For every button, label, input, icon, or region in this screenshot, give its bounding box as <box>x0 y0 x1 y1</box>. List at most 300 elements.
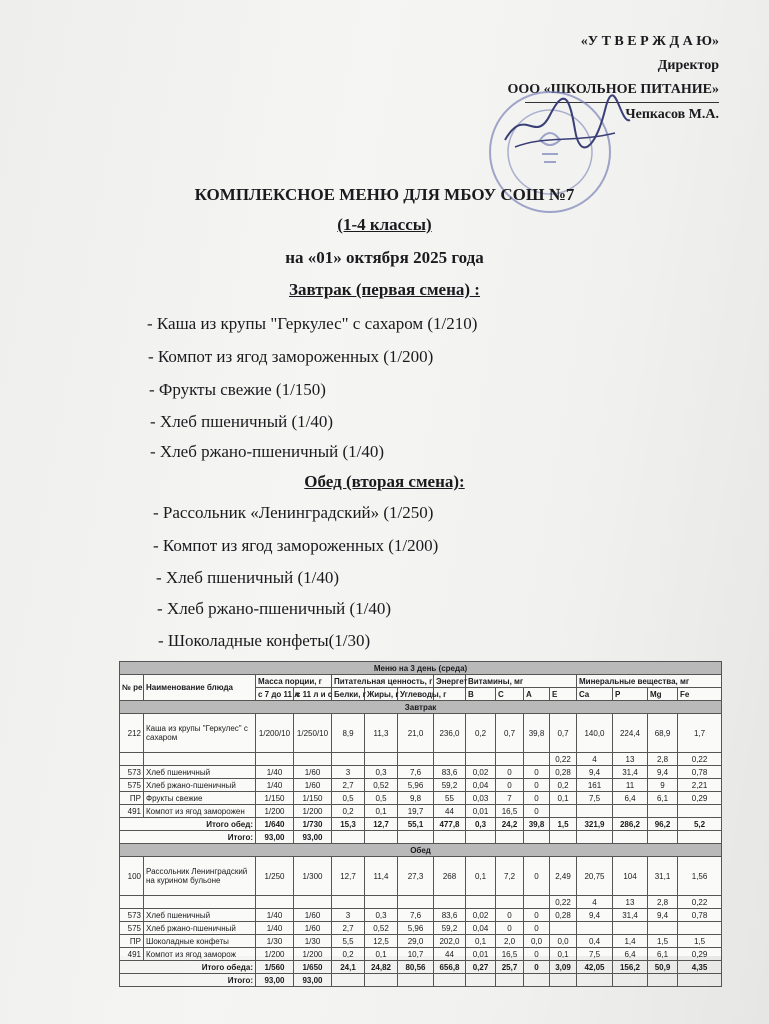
value-cell: 0,0 <box>550 935 577 948</box>
value-cell: 0,29 <box>678 792 722 805</box>
total-value-cell: 1/640 <box>256 818 294 831</box>
value-cell: 0 <box>524 766 550 779</box>
value-cell: 1/200/10 <box>256 714 294 753</box>
value-cell: 1/200 <box>256 805 294 818</box>
value-cell: 1,5 <box>648 935 678 948</box>
value-cell: 9,4 <box>648 766 678 779</box>
col-recipe-no: № ре <box>120 675 144 701</box>
total-value-cell: 321,9 <box>577 818 613 831</box>
total-value-cell: 5,2 <box>678 818 722 831</box>
recipe-no-cell: 573 <box>120 909 144 922</box>
value-cell <box>466 896 496 909</box>
value-cell: 12,7 <box>332 857 365 896</box>
value-cell: 20,75 <box>577 857 613 896</box>
menu-date: на «01» октября 2025 года <box>285 248 484 267</box>
total-label: Итого: <box>120 974 256 987</box>
value-cell <box>398 753 434 766</box>
value-cell: 3 <box>332 909 365 922</box>
value-cell: 44 <box>434 805 466 818</box>
value-cell: 16,5 <box>496 805 524 818</box>
value-cell: 1/30 <box>294 935 332 948</box>
value-cell: 0,5 <box>332 792 365 805</box>
value-cell: 9,4 <box>577 909 613 922</box>
value-cell: 0,28 <box>550 909 577 922</box>
total-value-cell: 93,00 <box>294 974 332 987</box>
recipe-no-cell: 575 <box>120 779 144 792</box>
value-cell: 0 <box>524 805 550 818</box>
col-nutrition: Питательная ценность, г <box>332 675 434 688</box>
value-cell <box>365 753 398 766</box>
value-cell: 27,3 <box>398 857 434 896</box>
value-cell: 1/40 <box>256 909 294 922</box>
value-cell <box>524 896 550 909</box>
value-cell: 0,1 <box>365 805 398 818</box>
value-cell: 6,4 <box>613 948 648 961</box>
value-cell: 0 <box>524 948 550 961</box>
value-cell: 0,03 <box>466 792 496 805</box>
col-vit-a: A <box>524 688 550 701</box>
total-value-cell: 0 <box>524 961 550 974</box>
dish-name-cell: Шоколадные конфеты <box>144 935 256 948</box>
recipe-no-cell: 491 <box>120 805 144 818</box>
value-cell: 11,4 <box>365 857 398 896</box>
dish-name-cell <box>144 896 256 909</box>
col-minerals: Минеральные вещества, мг <box>577 675 722 688</box>
value-cell: 2,7 <box>332 922 365 935</box>
value-cell: 0,3 <box>365 766 398 779</box>
value-cell: 0,3 <box>365 909 398 922</box>
lunch-item: - Хлеб пшеничный (1/40) <box>156 568 340 587</box>
dish-name-cell: Хлеб пшеничный <box>144 909 256 922</box>
breakfast-item: - Компот из ягод замороженных (1/200) <box>148 347 434 366</box>
value-cell: 83,6 <box>434 766 466 779</box>
total-value-cell: 156,2 <box>613 961 648 974</box>
value-cell: 1,7 <box>678 714 722 753</box>
total-value-cell: 0,3 <box>466 818 496 831</box>
value-cell: 59,2 <box>434 779 466 792</box>
dish-name-cell: Рассольник Ленинградский на курином бульоне <box>144 857 256 896</box>
value-cell: 7,6 <box>398 909 434 922</box>
total-value-cell: 286,2 <box>613 818 648 831</box>
breakfast-item: - Хлеб пшеничный (1/40) <box>150 412 334 431</box>
table-row <box>120 948 722 961</box>
value-cell: 1/300 <box>294 857 332 896</box>
total-value-cell: 656,8 <box>434 961 466 974</box>
value-cell: 0,5 <box>365 792 398 805</box>
value-cell: 7,6 <box>398 766 434 779</box>
dish-name-cell: Компот из ягод заморож <box>144 948 256 961</box>
total-value-cell: 12,7 <box>365 818 398 831</box>
total-value-cell <box>332 831 365 844</box>
value-cell <box>332 896 365 909</box>
value-cell <box>496 896 524 909</box>
value-cell: 0,52 <box>365 922 398 935</box>
value-cell: 1/150 <box>256 792 294 805</box>
value-cell: 2,7 <box>332 779 365 792</box>
recipe-no-cell: 573 <box>120 766 144 779</box>
breakfast-item: - Хлеб ржано-пшеничный (1/40) <box>150 442 385 461</box>
total-row <box>120 961 722 974</box>
recipe-no-cell: 212 <box>120 714 144 753</box>
total-value-cell <box>613 831 648 844</box>
total-value-cell <box>550 831 577 844</box>
total-value-cell <box>678 974 722 987</box>
value-cell <box>678 922 722 935</box>
col-protein: Белки, г <box>332 688 365 701</box>
col-fat: Жиры, г <box>365 688 398 701</box>
table-row <box>120 909 722 922</box>
total-value-cell: 93,00 <box>294 831 332 844</box>
value-cell: 11,3 <box>365 714 398 753</box>
value-cell: 0,0 <box>524 935 550 948</box>
value-cell: 0,2 <box>466 714 496 753</box>
value-cell: 1/40 <box>256 766 294 779</box>
total-value-cell <box>678 831 722 844</box>
value-cell: 5,96 <box>398 779 434 792</box>
value-cell: 1/200 <box>294 948 332 961</box>
recipe-no-cell: ПР <box>120 792 144 805</box>
dish-name-cell <box>144 753 256 766</box>
value-cell: 0,1 <box>550 792 577 805</box>
total-value-cell <box>434 974 466 987</box>
value-cell: 0 <box>496 779 524 792</box>
approval-position: Директор <box>657 58 719 73</box>
value-cell: 13 <box>613 753 648 766</box>
lunch-heading: Обед (вторая смена): <box>304 472 465 491</box>
value-cell <box>332 753 365 766</box>
lunch-item: - Рассольник «Ленинградский» (1/250) <box>153 503 434 522</box>
value-cell: 5,5 <box>332 935 365 948</box>
col-fe: Fe <box>678 688 722 701</box>
value-cell: 31,1 <box>648 857 678 896</box>
col-energy: Энергет <box>434 675 466 688</box>
value-cell: 68,9 <box>648 714 678 753</box>
total-value-cell <box>434 831 466 844</box>
total-value-cell: 24,82 <box>365 961 398 974</box>
lunch-item: - Шоколадные конфеты(1/30) <box>158 631 371 650</box>
total-row <box>120 974 722 987</box>
value-cell <box>398 896 434 909</box>
value-cell <box>648 922 678 935</box>
value-cell <box>365 896 398 909</box>
total-value-cell <box>577 974 613 987</box>
value-cell: 11 <box>613 779 648 792</box>
value-cell: 0,22 <box>678 753 722 766</box>
recipe-no-cell <box>120 896 144 909</box>
value-cell: 7,5 <box>577 792 613 805</box>
total-value-cell: 39,8 <box>524 818 550 831</box>
table-row <box>120 779 722 792</box>
lunch-item: - Хлеб ржано-пшеничный (1/40) <box>157 599 392 618</box>
value-cell: 0,01 <box>466 948 496 961</box>
value-cell: 0,2 <box>332 805 365 818</box>
value-cell <box>613 805 648 818</box>
total-value-cell <box>398 974 434 987</box>
table-caption: Меню на 3 день (среда) <box>120 662 722 675</box>
value-cell: 0,7 <box>550 714 577 753</box>
col-vitamins: Витамины, мг <box>466 675 577 688</box>
col-mass-7-11: с 7 до 11 л <box>256 688 294 701</box>
value-cell: 7,5 <box>577 948 613 961</box>
value-cell: 0,2 <box>332 948 365 961</box>
value-cell: 0 <box>496 922 524 935</box>
col-mg: Mg <box>648 688 678 701</box>
value-cell <box>648 805 678 818</box>
value-cell: 1/60 <box>294 909 332 922</box>
table-row <box>120 857 722 896</box>
value-cell: 0,02 <box>466 766 496 779</box>
recipe-no-cell: ПР <box>120 935 144 948</box>
value-cell <box>550 805 577 818</box>
value-cell: 0 <box>524 792 550 805</box>
lunch-item: - Компот из ягод замороженных (1/200) <box>153 536 439 555</box>
value-cell: 0,4 <box>577 935 613 948</box>
value-cell: 0,1 <box>466 935 496 948</box>
table-row <box>120 766 722 779</box>
total-value-cell: 24,2 <box>496 818 524 831</box>
total-value-cell <box>496 831 524 844</box>
value-cell <box>434 753 466 766</box>
value-cell: 1/200 <box>256 948 294 961</box>
value-cell: 9,4 <box>648 909 678 922</box>
value-cell: 1/40 <box>256 922 294 935</box>
value-cell: 0,28 <box>550 766 577 779</box>
table-header-row <box>120 675 722 688</box>
total-value-cell: 1/730 <box>294 818 332 831</box>
total-value-cell: 1/650 <box>294 961 332 974</box>
total-value-cell: 15,3 <box>332 818 365 831</box>
col-vit-b: B <box>466 688 496 701</box>
value-cell: 0,01 <box>466 805 496 818</box>
col-vit-e: E <box>550 688 577 701</box>
total-value-cell <box>550 974 577 987</box>
value-cell: 0,04 <box>466 779 496 792</box>
document-title: КОМПЛЕКСНОЕ МЕНЮ ДЛЯ МБОУ СОШ №7 <box>194 185 575 204</box>
value-cell: 7,2 <box>496 857 524 896</box>
value-cell: 9 <box>648 779 678 792</box>
total-value-cell <box>466 831 496 844</box>
total-value-cell <box>332 974 365 987</box>
value-cell: 0,22 <box>550 753 577 766</box>
total-value-cell <box>524 974 550 987</box>
value-cell <box>678 805 722 818</box>
total-value-cell: 80,56 <box>398 961 434 974</box>
total-label: Итого обед: <box>120 818 256 831</box>
value-cell: 9,4 <box>577 766 613 779</box>
value-cell <box>496 753 524 766</box>
value-cell: 31,4 <box>613 909 648 922</box>
dish-name-cell: Фрукты свежие <box>144 792 256 805</box>
value-cell: 202,0 <box>434 935 466 948</box>
total-value-cell: 93,00 <box>256 974 294 987</box>
value-cell: 0,04 <box>466 922 496 935</box>
col-ca: Ca <box>577 688 613 701</box>
value-cell: 1/150 <box>294 792 332 805</box>
value-cell: 6,1 <box>648 948 678 961</box>
total-value-cell <box>577 831 613 844</box>
value-cell: 10,7 <box>398 948 434 961</box>
col-mass-11-plus: с 11 л и с <box>294 688 332 701</box>
lunch-section-label: Обед <box>120 844 722 857</box>
total-value-cell: 55,1 <box>398 818 434 831</box>
value-cell: 2,49 <box>550 857 577 896</box>
value-cell: 0 <box>524 922 550 935</box>
total-value-cell: 96,2 <box>648 818 678 831</box>
value-cell: 3 <box>332 766 365 779</box>
value-cell: 9,8 <box>398 792 434 805</box>
value-cell: 5,96 <box>398 922 434 935</box>
value-cell: 0,78 <box>678 909 722 922</box>
nutrition-table <box>119 661 722 987</box>
value-cell: 1/250 <box>256 857 294 896</box>
value-cell: 39,8 <box>524 714 550 753</box>
approval-name: Чепкасов М.А. <box>525 102 719 127</box>
col-carbs: Углеводы, г <box>398 688 434 701</box>
value-cell <box>294 896 332 909</box>
total-value-cell: 0,27 <box>466 961 496 974</box>
table-body <box>120 701 722 987</box>
value-cell: 1,5 <box>678 935 722 948</box>
value-cell: 4 <box>577 753 613 766</box>
value-cell: 0 <box>496 909 524 922</box>
value-cell: 21,0 <box>398 714 434 753</box>
value-cell: 4 <box>577 896 613 909</box>
value-cell: 1/250/10 <box>294 714 332 753</box>
value-cell: 1/40 <box>256 779 294 792</box>
total-value-cell <box>466 974 496 987</box>
value-cell <box>550 922 577 935</box>
value-cell: 1,4 <box>613 935 648 948</box>
dish-name-cell: Хлеб пшеничный <box>144 766 256 779</box>
total-row <box>120 818 722 831</box>
value-cell: 0,7 <box>496 714 524 753</box>
table-row <box>120 753 722 766</box>
value-cell: 0,02 <box>466 909 496 922</box>
value-cell <box>577 922 613 935</box>
total-value-cell: 1,5 <box>550 818 577 831</box>
value-cell: 1,56 <box>678 857 722 896</box>
value-cell: 59,2 <box>434 922 466 935</box>
col-dish-name: Наименование блюда <box>144 675 256 701</box>
value-cell: 0 <box>496 766 524 779</box>
total-value-cell <box>365 974 398 987</box>
value-cell <box>466 753 496 766</box>
recipe-no-cell: 100 <box>120 857 144 896</box>
recipe-no-cell: 575 <box>120 922 144 935</box>
value-cell: 0 <box>524 779 550 792</box>
approval-title: «У Т В Е Р Ж Д А Ю» <box>580 34 719 49</box>
breakfast-heading: Завтрак (первая смена) : <box>289 280 480 299</box>
value-cell: 83,6 <box>434 909 466 922</box>
table-row <box>120 922 722 935</box>
total-label: Итого обеда: <box>120 961 256 974</box>
value-cell: 1/60 <box>294 766 332 779</box>
total-value-cell <box>365 831 398 844</box>
dish-name-cell: Каша из крупы "Геркулес" с сахаром <box>144 714 256 753</box>
approval-organization: ООО «ШКОЛЬНОЕ ПИТАНИЕ» <box>507 82 719 97</box>
total-value-cell: 477,8 <box>434 818 466 831</box>
table-row <box>120 935 722 948</box>
table-row <box>120 792 722 805</box>
table-caption-row <box>120 662 722 675</box>
breakfast-section-row <box>120 701 722 714</box>
value-cell: 0,29 <box>678 948 722 961</box>
value-cell <box>294 753 332 766</box>
breakfast-item: - Каша из крупы "Геркулес" с сахаром (1/210) <box>147 314 478 333</box>
value-cell: 0,78 <box>678 766 722 779</box>
value-cell: 0 <box>524 909 550 922</box>
value-cell: 0,22 <box>678 896 722 909</box>
col-p: P <box>613 688 648 701</box>
value-cell <box>434 896 466 909</box>
value-cell <box>256 753 294 766</box>
total-value-cell <box>398 831 434 844</box>
value-cell: 16,5 <box>496 948 524 961</box>
value-cell: 7 <box>496 792 524 805</box>
value-cell: 0,1 <box>466 857 496 896</box>
total-value-cell: 93,00 <box>256 831 294 844</box>
total-value-cell: 50,9 <box>648 961 678 974</box>
value-cell: 1/60 <box>294 779 332 792</box>
value-cell: 2,8 <box>648 753 678 766</box>
value-cell: 6,1 <box>648 792 678 805</box>
total-value-cell: 4,35 <box>678 961 722 974</box>
col-portion-mass: Масса порции, г <box>256 675 332 688</box>
value-cell: 104 <box>613 857 648 896</box>
value-cell: 12,5 <box>365 935 398 948</box>
value-cell <box>577 805 613 818</box>
value-cell: 161 <box>577 779 613 792</box>
table-row <box>120 896 722 909</box>
total-value-cell: 3,09 <box>550 961 577 974</box>
total-value-cell: 42,05 <box>577 961 613 974</box>
dish-name-cell: Хлеб ржано-пшеничный <box>144 779 256 792</box>
value-cell: 1/30 <box>256 935 294 948</box>
value-cell: 1/200 <box>294 805 332 818</box>
value-cell: 2,8 <box>648 896 678 909</box>
total-value-cell: 24,1 <box>332 961 365 974</box>
total-value-cell: 25,7 <box>496 961 524 974</box>
value-cell: 140,0 <box>577 714 613 753</box>
value-cell: 0,22 <box>550 896 577 909</box>
value-cell: 236,0 <box>434 714 466 753</box>
dish-name-cell: Компот из ягод заморожен <box>144 805 256 818</box>
total-value-cell <box>524 831 550 844</box>
value-cell: 44 <box>434 948 466 961</box>
nutrition-table-container <box>119 661 721 985</box>
total-value-cell <box>648 831 678 844</box>
total-value-cell: 1/560 <box>256 961 294 974</box>
value-cell <box>256 896 294 909</box>
value-cell: 13 <box>613 896 648 909</box>
value-cell: 0,2 <box>550 779 577 792</box>
value-cell: 31,4 <box>613 766 648 779</box>
breakfast-section-label: Завтрак <box>120 701 722 714</box>
value-cell <box>524 753 550 766</box>
handwritten-signature <box>495 95 635 155</box>
value-cell: 0,52 <box>365 779 398 792</box>
table-row <box>120 714 722 753</box>
value-cell: 0,1 <box>550 948 577 961</box>
total-value-cell <box>496 974 524 987</box>
value-cell: 8,9 <box>332 714 365 753</box>
total-row <box>120 831 722 844</box>
value-cell: 0,1 <box>365 948 398 961</box>
breakfast-item: - Фрукты свежие (1/150) <box>149 380 326 399</box>
recipe-no-cell <box>120 753 144 766</box>
value-cell <box>613 922 648 935</box>
value-cell: 2,21 <box>678 779 722 792</box>
